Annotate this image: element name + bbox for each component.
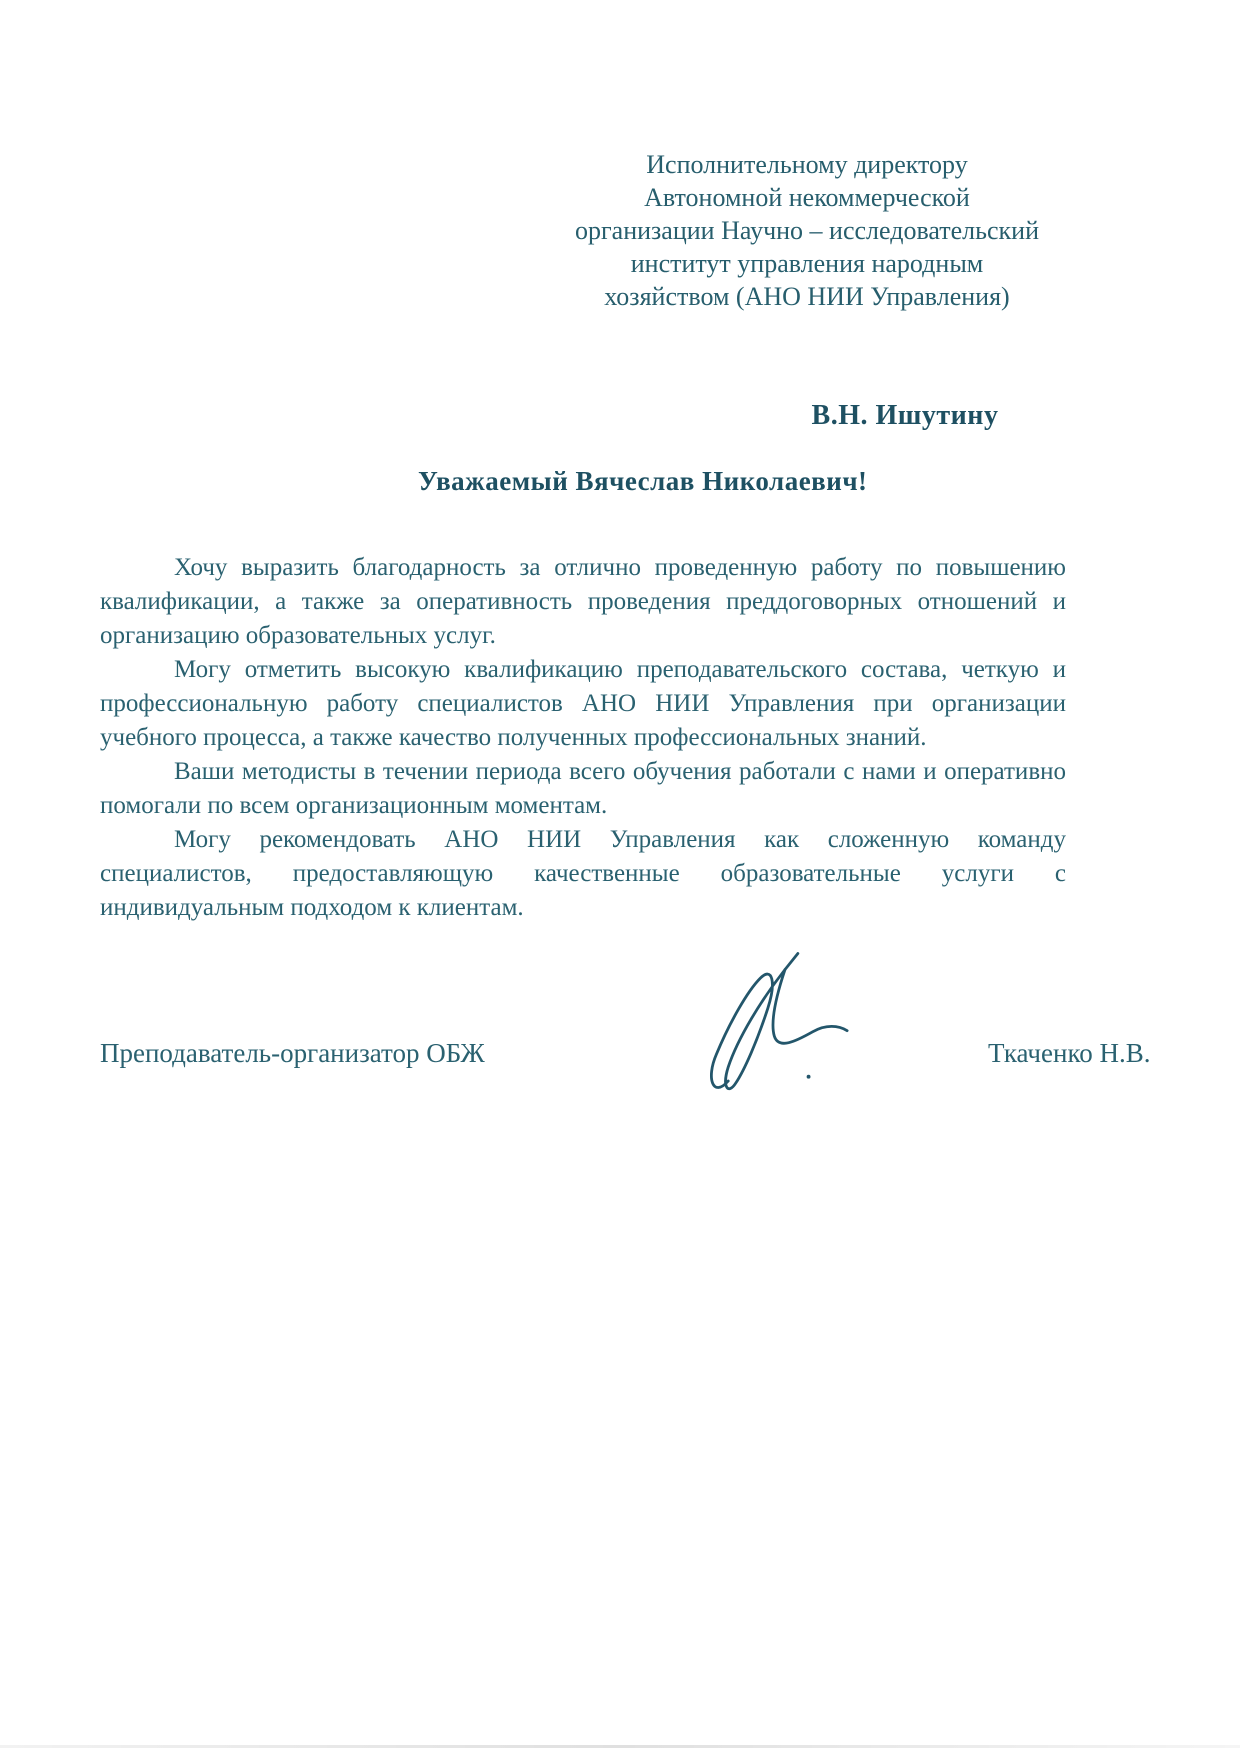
paragraph: Ваши методисты в течении периода всего обучения работали с нами и оперативно помогали по всем организационным моментам. [100, 758, 1066, 819]
scan-artifact-edge [0, 1745, 1240, 1748]
signature-block [0, 938, 1240, 1098]
recipient-line: институт управления народным [630, 249, 984, 278]
recipient-line: Автономной некоммерческой [644, 183, 970, 212]
salutation: Уважаемый Вячеслав Николаевич! [418, 466, 868, 496]
signer-name: Ткаченко Н.В. [988, 1038, 1151, 1068]
recipient-line: хозяйством (АНО НИИ Управления) [604, 282, 1010, 311]
recipient-line: организации Научно – исследовательский [574, 216, 1039, 245]
paragraph: Хочу выразить благодарность за отлично проведенную работу по повышению квалификации, а также за оперативность проведения преддоговорных отношений и организацию образовательных услуг. [100, 554, 1066, 649]
recipient-address-block [552, 148, 1062, 313]
handwritten-signature-icon [700, 946, 870, 1096]
recipient-name: В.Н. Ишутину [811, 400, 999, 431]
signer-position-title: Преподаватель-организатор ОБЖ [100, 1038, 485, 1068]
letter-body [100, 551, 1066, 925]
paragraph: Могу рекомендовать АНО НИИ Управления как сложенную команду специалистов, предоставляющую качественные образовательные услуги с индивидуальным подходом к клиентам. [100, 826, 1066, 921]
recipient-line: Исполнительному директору [646, 150, 968, 179]
paragraph: Могу отметить высокую квалификацию преподавательского состава, четкую и профессиональную работу специалистов АНО НИИ Управления при организации учебного процесса, а также качество полученных профессиональных знаний. [100, 656, 1066, 751]
